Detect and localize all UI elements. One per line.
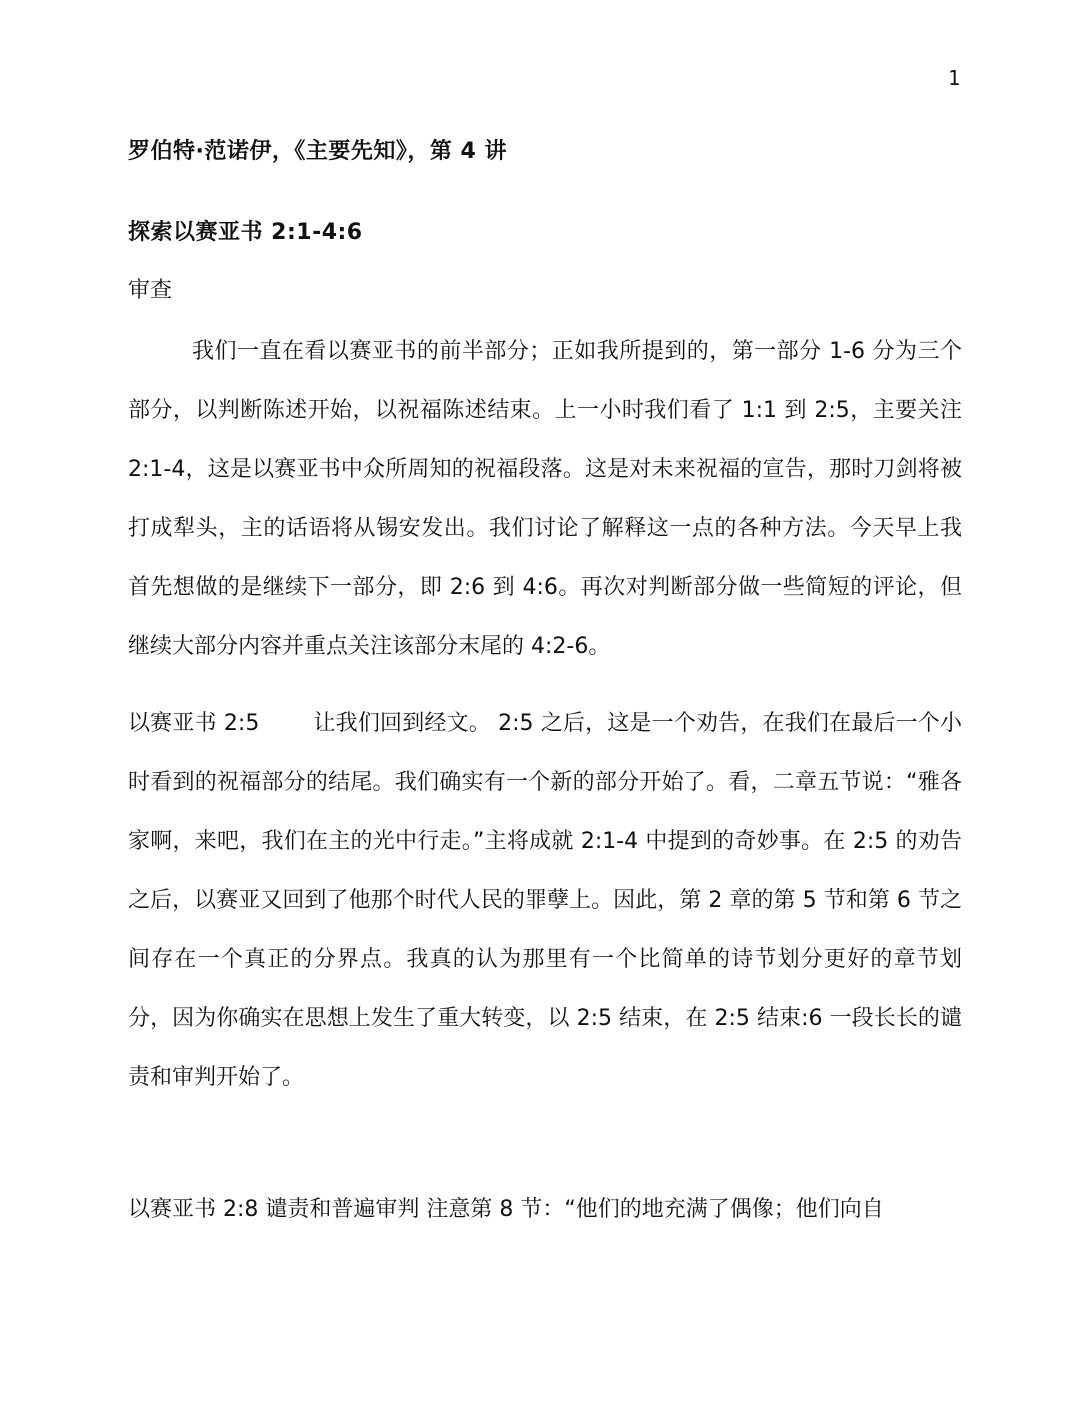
paragraph-isaiah-2-8 xyxy=(128,1180,962,1239)
sub-heading: 审查 xyxy=(128,278,173,303)
document-title: 罗伯特·范诺伊，《主要先知》，第 4 讲 xyxy=(128,139,507,164)
paragraph-text: 我们一直在看以赛亚书的前半部分；正如我所提到的，第一部分 1-6 分为三个部分，以判断陈述开始，以祝福陈述结束。上一小时我们看了 1:1 到 2:5，主要关注 2:1-4，这是以赛亚书中众所周知的祝福段落。这是对未来祝福的宣告，那时刀剑将被打成犁头，主的话语将从锡安发出。我们讨论了解释这一点的各种方法。今天早上我首先想做的是继续下一部分，即 2:6 到 4:6。再次对判断部分做一些简短的评论，但继续大部分内容并重点关注该部分末尾的 4:2-6。 xyxy=(128,339,962,659)
paragraph-review xyxy=(128,322,962,676)
paragraph-label: 以赛亚书 2:5 xyxy=(128,711,260,736)
page-number: 1 xyxy=(947,66,960,90)
paragraph-isaiah-2-5 xyxy=(128,694,962,1107)
paragraph-label: 以赛亚书 2:8 谴责和普遍审判 xyxy=(128,1197,420,1222)
section-heading: 探索以赛亚书 2:1-4:6 xyxy=(128,220,363,245)
paragraph-text: 注意第 8 节：“他们的地充满了偶像；他们向自 xyxy=(426,1197,884,1222)
paragraph-text: 让我们回到经文。 2:5 之后，这是一个劝告，在我们在最后一个小时看到的祝福部分的结尾。我们确实有一个新的部分开始了。看，二章五节说：“雅各家啊，来吧，我们在主的光中行走。”主将成就 2:1-4 中提到的奇妙事。在 2:5 的劝告之后，以赛亚又回到了他那个时代人民的罪孽上。因此，第 2 章的第 5 节和第 6 节之间存在一个真正的分界点。我真的认为那里有一个比简单的诗节划分更好的章节划分，因为你确实在思想上发生了重大转变，以 2:5 结束，在 2:5 结束:6 一段长长的谴责和审判开始了。 xyxy=(128,711,962,1090)
